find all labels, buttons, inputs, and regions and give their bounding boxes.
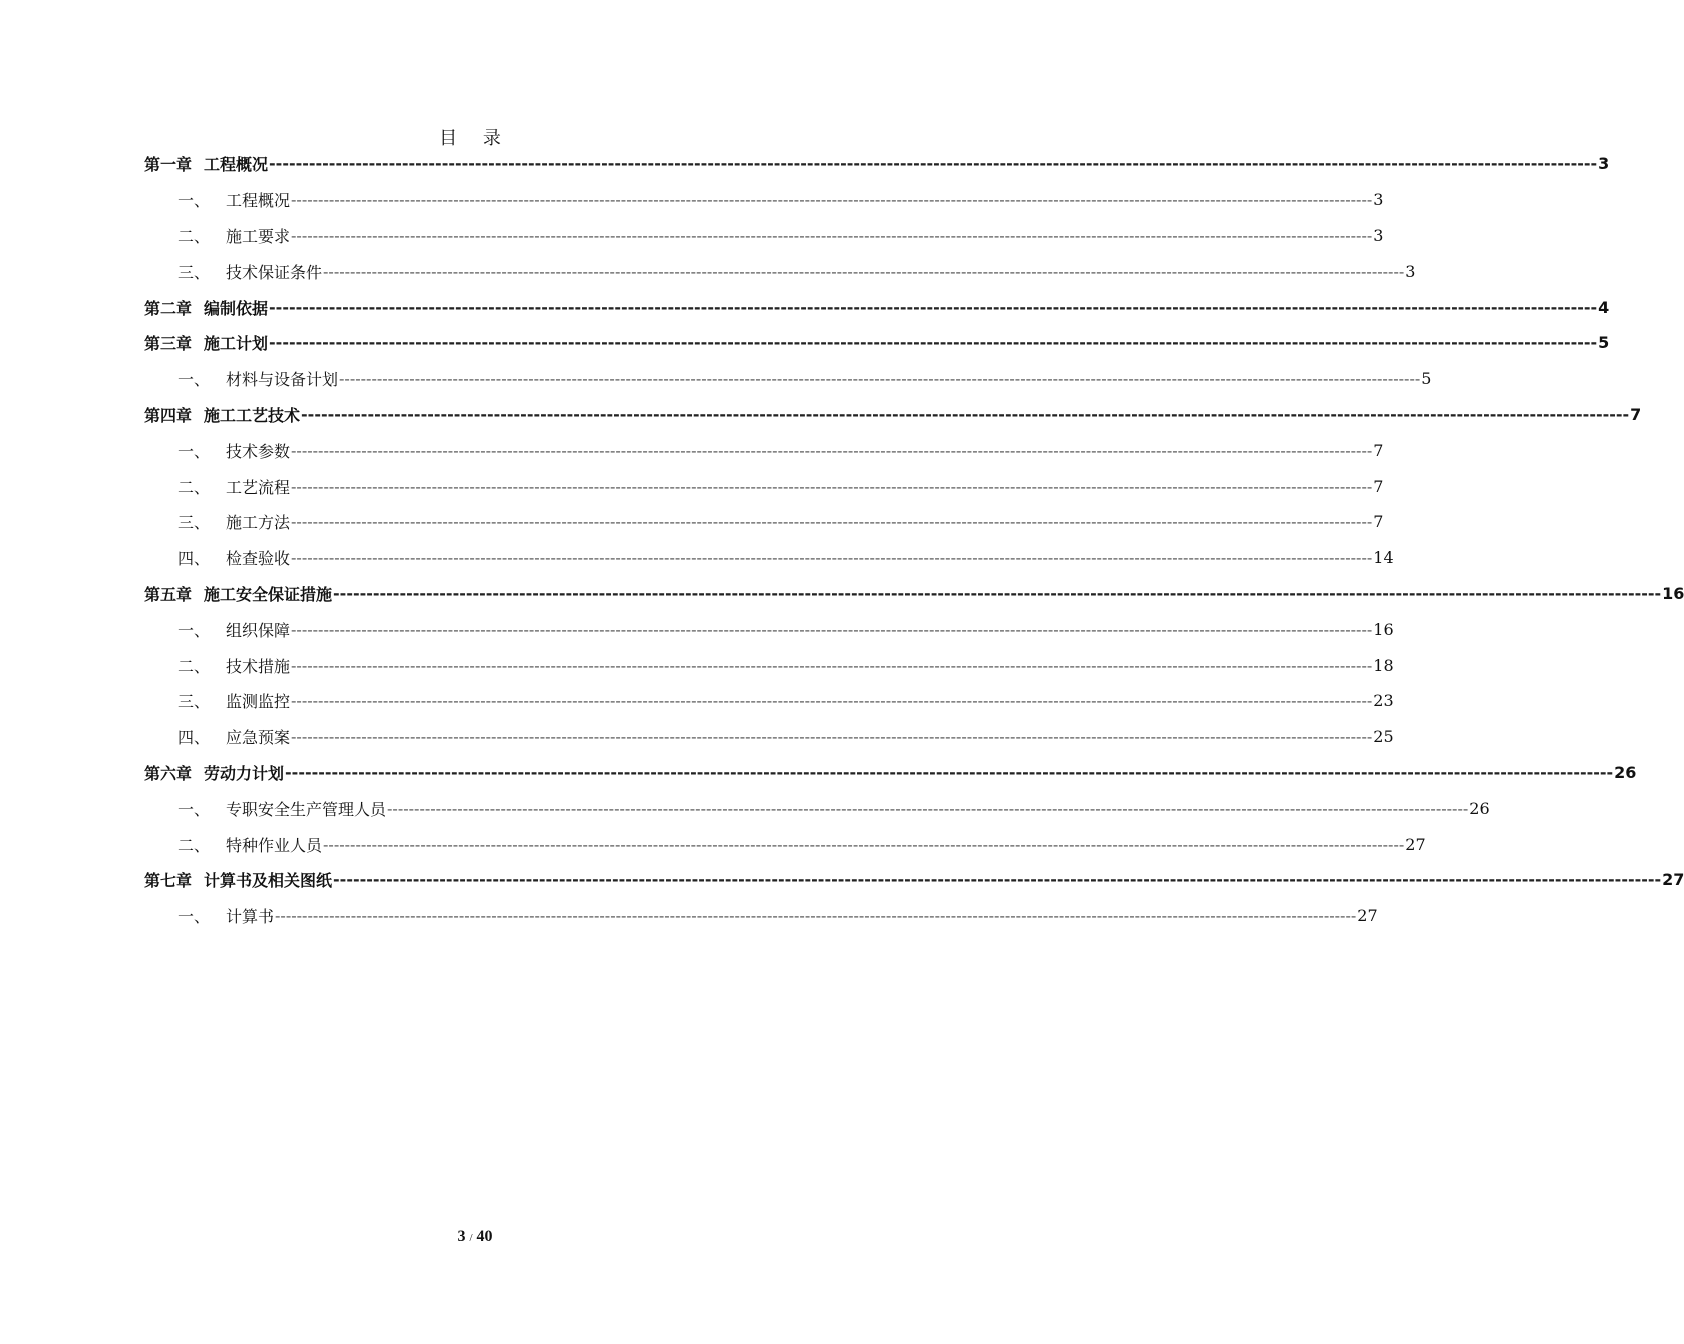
toc-entry-page: 7 [1373,512,1384,532]
toc-leader-dashes: -------------------------------------------------------------------------------------------------------------------------------------------------------------------------------------------------------- [285,762,1614,782]
toc-entry-label: 监测监控 [226,692,291,712]
toc-leader-dashes: -------------------------------------------------------------------------------------------------------------------------------------------------------------------------------------------------------- [323,834,1405,854]
toc-entry-page: 27 [1662,870,1684,890]
toc-chapter-entry[interactable] [144,576,1684,612]
toc-entry-number: 二、 [178,835,211,855]
toc-entry-number: 第二章 [144,298,193,318]
toc-entry-page: 27 [1405,834,1426,854]
toc-section-entry[interactable] [144,361,1432,397]
toc-entry-page: 26 [1469,798,1490,818]
toc-section-entry[interactable] [144,683,1394,719]
toc-leader-dashes: -------------------------------------------------------------------------------------------------------------------------------------------------------------------------------------------------------- [291,476,1373,496]
toc-section-entry[interactable] [144,540,1394,576]
toc-entry-page: 25 [1373,727,1394,747]
toc-section-entry[interactable] [144,182,1384,218]
toc-entry-number: 第七章 [144,871,193,891]
toc-entry-number: 二、 [178,226,211,246]
toc-chapter-entry[interactable] [144,397,1642,433]
toc-entry-page: 26 [1614,762,1637,782]
toc-entry-number: 第六章 [144,763,193,783]
toc-entry-label: 检查验收 [226,549,291,569]
toc-entry-number: 一、 [178,441,211,461]
toc-chapter-entry[interactable] [144,862,1684,898]
toc-entry-number: 第一章 [144,155,193,175]
toc-entry-number: 四、 [178,728,211,748]
total-pages: 40 [476,1228,493,1245]
toc-entry-number: 三、 [178,692,211,712]
toc-entry-number: 第五章 [144,584,193,604]
toc-entry-page: 5 [1598,333,1610,353]
toc-title: 目 录 [439,128,511,149]
toc-section-entry[interactable] [144,898,1378,934]
toc-entry-page: 23 [1373,691,1394,711]
toc-entry-page: 5 [1421,369,1432,389]
toc-section-entry[interactable] [144,826,1426,862]
toc-entry-label: 技术参数 [226,441,291,461]
toc-entry-page: 4 [1598,297,1610,317]
toc-entry-label: 组织保障 [226,620,291,640]
toc-leader-dashes: -------------------------------------------------------------------------------------------------------------------------------------------------------------------------------------------------------- [291,190,1373,210]
page-number-footer [0,1228,950,1246]
toc-leader-dashes: -------------------------------------------------------------------------------------------------------------------------------------------------------------------------------------------------------- [291,619,1373,639]
toc-leader-dashes: -------------------------------------------------------------------------------------------------------------------------------------------------------------------------------------------------------- [291,727,1373,747]
toc-section-entry[interactable] [144,468,1384,504]
toc-entry-label: 施工安全保证措施 [204,584,333,604]
toc-leader-dashes: -------------------------------------------------------------------------------------------------------------------------------------------------------------------------------------------------------- [333,583,1662,603]
toc-section-entry[interactable] [144,218,1384,254]
toc-entry-label: 计算书 [226,907,275,927]
toc-section-entry[interactable] [144,790,1490,826]
toc-leader-dashes: -------------------------------------------------------------------------------------------------------------------------------------------------------------------------------------------------------- [291,225,1373,245]
toc-leader-dashes: -------------------------------------------------------------------------------------------------------------------------------------------------------------------------------------------------------- [291,512,1373,532]
toc-entry-label: 计算书及相关图纸 [204,871,333,891]
toc-leader-dashes: -------------------------------------------------------------------------------------------------------------------------------------------------------------------------------------------------------- [291,691,1373,711]
toc-entry-page: 3 [1405,261,1416,281]
toc-entry-page: 14 [1373,548,1394,568]
toc-entry-label: 施工要求 [226,226,291,246]
toc-entry-label: 技术保证条件 [226,262,323,282]
toc-entry-number: 一、 [178,370,211,390]
toc-entry-label: 应急预案 [226,728,291,748]
toc-section-entry[interactable] [144,719,1394,755]
toc-entry-label: 专职安全生产管理人员 [226,799,387,819]
toc-entry-label: 编制依据 [204,298,269,318]
toc-chapter-entry[interactable] [144,146,1610,182]
toc-section-entry[interactable] [144,253,1416,289]
toc-leader-dashes: -------------------------------------------------------------------------------------------------------------------------------------------------------------------------------------------------------- [291,655,1373,675]
toc-entry-number: 一、 [178,191,211,211]
toc-entry-number: 一、 [178,907,211,927]
toc-leader-dashes: -------------------------------------------------------------------------------------------------------------------------------------------------------------------------------------------------------- [291,548,1373,568]
toc-entry-number: 二、 [178,477,211,497]
toc-entry-label: 工程概况 [204,155,269,175]
toc-section-entry[interactable] [144,504,1384,540]
toc-leader-dashes: -------------------------------------------------------------------------------------------------------------------------------------------------------------------------------------------------------- [323,261,1405,281]
toc-leader-dashes: -------------------------------------------------------------------------------------------------------------------------------------------------------------------------------------------------------- [301,404,1630,424]
toc-entry-label: 工程概况 [226,191,291,211]
toc-entry-page: 3 [1598,154,1610,174]
toc-leader-dashes: -------------------------------------------------------------------------------------------------------------------------------------------------------------------------------------------------------- [275,906,1357,926]
toc-section-entry[interactable] [144,611,1394,647]
toc-section-entry[interactable] [144,647,1394,683]
toc-entry-number: 三、 [178,513,211,533]
toc-entry-label: 施工计划 [204,334,269,354]
toc-chapter-entry[interactable] [144,755,1637,791]
toc-entry-label: 施工方法 [226,513,291,533]
page-separator: / [469,1232,473,1244]
toc-entry-number: 二、 [178,656,211,676]
toc-entry-label: 材料与设备计划 [226,370,339,390]
toc-entry-number: 四、 [178,549,211,569]
toc-leader-dashes: -------------------------------------------------------------------------------------------------------------------------------------------------------------------------------------------------------- [291,440,1373,460]
toc-chapter-entry[interactable] [144,325,1610,361]
current-page: 3 [457,1228,466,1245]
toc-entry-page: 7 [1373,440,1384,460]
toc-entry-page: 18 [1373,655,1394,675]
toc-leader-dashes: -------------------------------------------------------------------------------------------------------------------------------------------------------------------------------------------------------- [269,154,1598,174]
toc-leader-dashes: -------------------------------------------------------------------------------------------------------------------------------------------------------------------------------------------------------- [269,297,1598,317]
toc-leader-dashes: -------------------------------------------------------------------------------------------------------------------------------------------------------------------------------------------------------- [387,798,1469,818]
toc-entry-label: 施工工艺技术 [204,405,301,425]
toc-entry-number: 第三章 [144,334,193,354]
toc-entry-page: 16 [1373,619,1394,639]
toc-entry-page: 3 [1373,190,1384,210]
toc-leader-dashes: -------------------------------------------------------------------------------------------------------------------------------------------------------------------------------------------------------- [333,870,1662,890]
toc-entry-page: 27 [1357,906,1378,926]
toc-entry-number: 一、 [178,620,211,640]
toc-entry-number: 第四章 [144,405,193,425]
toc-leader-dashes: -------------------------------------------------------------------------------------------------------------------------------------------------------------------------------------------------------- [269,333,1598,353]
toc-entry-page: 16 [1662,583,1684,603]
toc-entry-label: 劳动力计划 [204,763,285,783]
toc-entry-page: 7 [1630,404,1642,424]
toc-entry-label: 特种作业人员 [226,835,323,855]
toc-entry-number: 一、 [178,799,211,819]
toc-entry-page: 7 [1373,476,1384,496]
toc-entry-label: 技术措施 [226,656,291,676]
toc-entry-label: 工艺流程 [226,477,291,497]
toc-section-entry[interactable] [144,432,1384,468]
toc-leader-dashes: -------------------------------------------------------------------------------------------------------------------------------------------------------------------------------------------------------- [339,369,1421,389]
toc-chapter-entry[interactable] [144,289,1610,325]
table-of-contents [144,146,1684,934]
toc-entry-page: 3 [1373,225,1384,245]
toc-entry-number: 三、 [178,262,211,282]
